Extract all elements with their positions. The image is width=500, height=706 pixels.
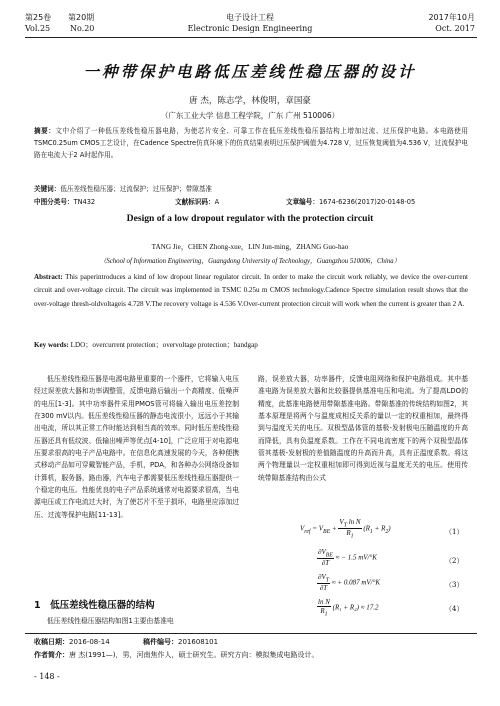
doc-label: 文献标识码：	[175, 198, 215, 206]
header-rule	[25, 37, 477, 38]
clc-number	[34, 197, 95, 209]
equation-1: $V_{ref} = V_{BE}$ + $\frac{V_T \ln N}{R_1}$ $(R_1 + R_2)$	[300, 518, 391, 540]
author-bio	[34, 650, 474, 660]
equation-4: $\frac{\text{ln N}}{R_1}$ (R₁ + R₂) ≈ 17.2	[318, 598, 379, 618]
draft-number	[143, 637, 218, 647]
document-code	[175, 197, 219, 209]
header-journal-cn: 电子设计工程	[226, 13, 274, 22]
body-left-column	[34, 373, 239, 521]
article-value: 1674-6236(2017)20-0148-05	[318, 198, 416, 206]
keywords-en-label: Key words:	[34, 341, 69, 349]
header-date-cn: 2017年10月	[428, 13, 475, 22]
received-label: 收稿日期：	[34, 638, 69, 646]
title-en: Design of a low dropout regulator with the protection circuit	[126, 213, 374, 224]
author-bio-label: 作者简介：	[34, 651, 69, 659]
section-1-heading: 1 低压差线性稳压器的结构	[34, 600, 155, 611]
page-number: - 148 -	[34, 672, 60, 681]
header-volume-cn: 第25卷	[25, 13, 52, 22]
section-1-body	[34, 615, 239, 627]
keywords-cn	[34, 184, 468, 196]
abstract-en-text: This paperintroduces a kind of low dropout linear regulator circuit. In order to make the circuit work reliably, we device the over-current circuit and over-voltage circuit. The circuit was implemented in TSMC 0.25u m CMOS technology.Cadence Spectre simulation result shows that the over-voltage thresh-oldvoltageis 4.728 V.The recovery voltage is 4.536 V.Over-current protection circuit will work when the current is greater than 2 A.	[34, 273, 468, 308]
clc-label: 中图分类号：	[34, 198, 74, 206]
abstract-en	[34, 271, 468, 311]
affiliation-en: （School of Information Engineering，Guangdong University of Technology，Guangzhou 510006，China）	[99, 258, 401, 265]
equation-3-rhs: ≈ + 0.087 mV/°K	[331, 578, 381, 587]
equation-3-number: （3）	[445, 581, 464, 589]
keywords-cn-text: 低压差线性稳压器；过流保护；过压保护；带隙基准	[60, 185, 213, 193]
bandgap-paragraph: 路，误差放大器，功率器件，反馈电阻网络和保护电路组成。其中基准电路为误差放大器和比较器提供基准电压和电流。为了提高LDO的精度，此基准电路使用带隙基准电路。带隙基准的传统结构如图2，其基本原理是将两个与温度成相反关系的量以一定的权重相加，最终得到与温度无关的电压。双极型晶体管的基极-发射极电压随温度的升高而降低，具有负温度系数。工作在不同电流密度下的两个双极型晶体管其基极-发射极的差值随温度的升高而升高，具有正温度系数。将这两个物理量以一定权重相加即可得到近视与温度无关的电压。使用传统带隙基准结构由公式	[258, 375, 468, 482]
author-bio-text: 唐 杰(1991—)，男，河南焦作人，硕士研究生。研究方向：模拟集成电路设计。	[69, 651, 319, 659]
article-label: 文章编号：	[286, 198, 319, 206]
equation-4-rhs: (R₁ + R₂) ≈ 17.2	[332, 603, 379, 612]
abstract-en-label: Abstract:	[34, 273, 63, 281]
keywords-en-text: LDO；overcurrent protection；overvoltage protection；bandgap	[70, 341, 258, 349]
intro-paragraph: 低压差线性稳压器是电源电路里重要的一个器件，它将输入电压经过误差放大器和功率调整管，反馈电路后输出一个高精度、低噪声的电压[1-3]。其中功率器件采用PMOS管可将输入输出电压差控制在300 mV以内。低压差线性稳压器的静态电流很小，远远小于其输出电流，所以其正常工作时能达到相当高的效率。同时低压差线性稳压器还具有低纹波、低输出噪声等优点[4-10]，广泛应用于对电源电压要求很高的电子产品电路中。在信息化高速发展的今天，各种便携式移动产品如可穿戴智能产品，手机，PDA，和各种办公网络设备如计算机，服务器，路由器，汽车电子都需要低压差线性稳压器提供一个稳定的电压。性能优良的电子产品系统通常对电源要求很高，当电源电压或工作电流过大时，为了使芯片不至于损坏，电路里应添加过压、过流等保护电路[11-13]。	[34, 375, 239, 519]
keywords-cn-label: 关键词：	[34, 185, 61, 193]
equation-3: $\frac{\partial V_T}{\partial T}$ ≈ + 0.087 mV/°K	[318, 573, 381, 593]
doc-value: A	[214, 198, 220, 206]
footer-rule	[25, 633, 477, 634]
keywords-en	[34, 340, 468, 350]
equation-2-rhs: ≈ − 1.5 mV/°K	[335, 553, 377, 562]
article-number	[286, 197, 415, 209]
draft-value: 201608101	[178, 638, 219, 646]
body-right-column	[258, 373, 468, 484]
header-date-en: Oct. 2017	[435, 24, 475, 33]
affiliation-cn: （广东工业大学 信息工程学院，广东 广州 510006）	[160, 111, 340, 120]
section-1-first-line: 低压差线性稳压器结构如图1主要由基准电	[47, 617, 174, 625]
abstract-cn	[34, 126, 468, 161]
equation-2-number: （2）	[445, 557, 464, 565]
equation-1-number: （1）	[445, 528, 464, 536]
header-journal-en: Electronic Design Engineering	[187, 24, 313, 33]
received-value: 2016-08-14	[69, 638, 110, 646]
abstract-cn-text: 文中介绍了一种低压差线性稳压器电路，为使芯片安全、可靠工作在低压差线性稳压器结构上增加过流、过压保护电路。本电路使用TSMC0.25um CMOS工艺设计，在Cadence Spectre仿真环境下的仿真结果表明过压保护阈值为4.728 V，过压恢复阈值为4.536 V，过流保护电路在电流大于2 A时起作用。	[34, 127, 469, 159]
abstract-cn-label: 摘要：	[34, 127, 56, 135]
draft-label: 稿件编号：	[143, 638, 178, 646]
header-issue-cn: 第20期	[68, 13, 95, 22]
equation-2: $\frac{\partial V_{BE}}{\partial T}$ ≈ − 1.5 mV/°K	[318, 548, 377, 568]
title-cn: 一种带保护电路低压差线性稳压器的设计	[83, 63, 417, 81]
equation-4-number: （4）	[445, 605, 464, 613]
authors-en: TANG Jie，CHEN Zhong-xue，LIN Jun-ming，ZHANG Guo-hao	[151, 243, 349, 251]
header-volume-en: Vol.25	[25, 24, 51, 33]
authors-cn: 唐 杰，陈志学，林俊明，章国豪	[189, 96, 311, 106]
received-date	[34, 637, 110, 647]
clc-value: TN432	[73, 198, 96, 206]
header-issue-en: No.20	[70, 24, 95, 33]
